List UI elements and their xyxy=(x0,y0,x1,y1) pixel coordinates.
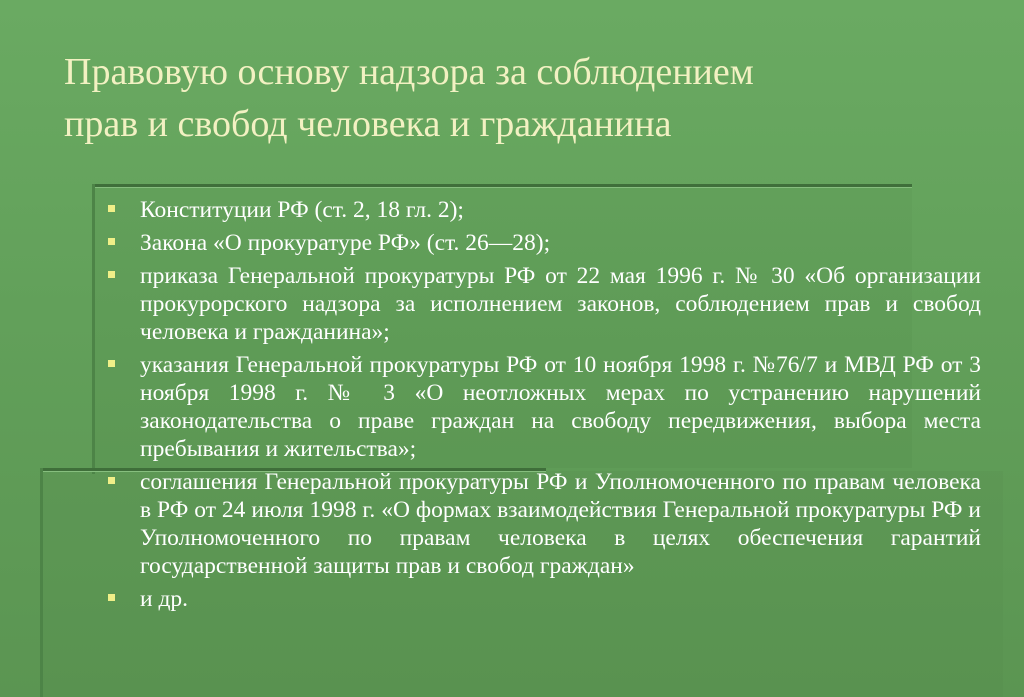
decorative-line-left xyxy=(92,184,95,474)
slide-title-line-1: Правовую основу надзора за соблюдением xyxy=(64,51,754,93)
square-bullet-icon xyxy=(108,238,115,245)
list-item-text: указания Генеральной прокуратуры РФ от 10 ноября 1998 г. №76/7 и МВД РФ от 3 ноября 1998 г. № 3 «О неотложных мерах по устранению нарушений законодательства о праве граждан на свободу передвижения, выбора места пребывания и жительства»; xyxy=(140,352,981,462)
list-item xyxy=(106,351,981,463)
list-item-text: соглашения Генеральной прокуратуры РФ и Уполномоченного по правам человека в РФ от 24 июля 1998 г. «О формах взаимодействия Генеральной прокуратуры РФ и Уполномоченного по правам человека в целях обеспечения гарантий государственной защиты прав и свобод граждан» xyxy=(140,469,981,579)
list-item-text: приказа Генеральной прокуратуры РФ от 22 мая 1996 г. № 30 «Об организации прокурорского надзора за исполнением законов, соблюдением прав и свобод человека и гражданина»; xyxy=(140,263,981,345)
decorative-line-top xyxy=(92,184,912,187)
square-bullet-icon xyxy=(108,205,115,212)
square-bullet-icon xyxy=(108,477,115,484)
slide-title xyxy=(64,46,964,150)
list-item-text: Закона «О прокуратуре РФ» (ст. 26—28); xyxy=(140,230,551,256)
list-item xyxy=(106,229,981,257)
list-item xyxy=(106,468,981,580)
legal-basis-list xyxy=(106,196,981,618)
decorative-line-middle-left xyxy=(40,468,43,697)
square-bullet-icon xyxy=(108,271,115,278)
slide-title-line-2: прав и свобод человека и гражданина xyxy=(64,103,672,145)
square-bullet-icon xyxy=(108,594,115,601)
list-item xyxy=(106,262,981,346)
square-bullet-icon xyxy=(108,360,115,367)
list-item-text: Конституции РФ (ст. 2, 18 гл. 2); xyxy=(140,197,464,223)
list-item xyxy=(106,196,981,224)
list-item-text: и др. xyxy=(140,586,189,612)
list-item xyxy=(106,585,981,613)
